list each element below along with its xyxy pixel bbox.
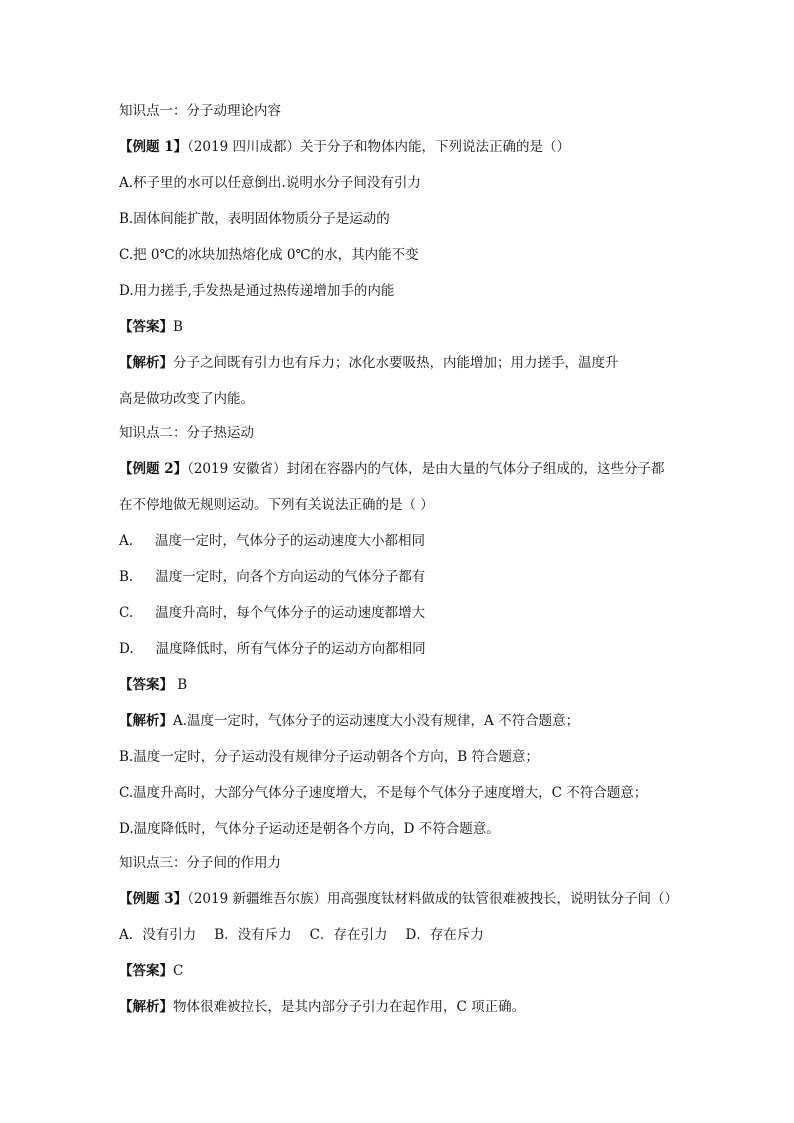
question-1-option-d: D.用力搓手,手发热是通过热传递增加手的内能 bbox=[119, 283, 395, 299]
answer-2-value: B bbox=[177, 677, 188, 693]
explanation-3-tag: 【解析】 bbox=[119, 999, 173, 1015]
question-3-text: （2019 新疆维吾尔族）用高强度钛材料做成的钛管很难被拽长，说明钛分子间（） bbox=[187, 891, 678, 907]
question-2-option-a bbox=[119, 532, 679, 550]
question-1-option-c: C.把 0℃的冰块加热熔化成 0℃的水，其内能不变 bbox=[119, 247, 419, 263]
question-2-option-d-text: 温度降低时，所有气体分子的运动方向都相同 bbox=[155, 641, 426, 657]
explanation-1-tag: 【解析】 bbox=[119, 355, 173, 371]
question-2-option-d bbox=[119, 640, 679, 658]
question-1-option-a: A.杯子里的水可以任意倒出.说明水分子间没有引力 bbox=[119, 175, 421, 191]
explanation-2-tag: 【解析】 bbox=[119, 713, 173, 729]
explanation-1-text-1: 分子之间既有引力也有斥力；冰化水要吸热，内能增加；用力搓手，温度升 bbox=[173, 355, 619, 371]
question-3-tag: 【例题 3】 bbox=[119, 891, 188, 907]
question-2-option-c-text: 温度升高时，每个气体分子的运动速度都增大 bbox=[155, 605, 426, 621]
answer-3-tag: 【答案】 bbox=[119, 963, 173, 979]
section-heading-2: 知识点二：分子热运动 bbox=[119, 425, 254, 441]
section-heading-1: 知识点一：分子动理论内容 bbox=[119, 103, 281, 119]
question-3 bbox=[119, 890, 679, 908]
question-3-option-b: B．没有斥力 bbox=[214, 927, 292, 943]
question-1-option-b: B.固体间能扩散，表明固体物质分子是运动的 bbox=[119, 211, 390, 227]
question-1-tag: 【例题 1】 bbox=[119, 139, 188, 155]
question-2-line-1 bbox=[119, 460, 679, 478]
question-2-option-b bbox=[119, 568, 679, 586]
explanation-3-text-1: 物体很难被拉长，是其内部分子引力在起作用，C 项正确。 bbox=[173, 999, 526, 1015]
explanation-1-line-2: 高是做功改变了内能。 bbox=[119, 391, 254, 407]
answer-2 bbox=[119, 676, 679, 694]
answer-1-tag: 【答案】 bbox=[119, 319, 173, 335]
answer-3-value: C bbox=[173, 963, 184, 979]
question-2-line-2: 在不停地做无规则运动。下列有关说法正确的是（ ） bbox=[119, 497, 434, 513]
answer-1 bbox=[119, 318, 679, 336]
question-2-text-1: （2019 安徽省）封闭在容器内的气体，是由大量的气体分子组成的，这些分子都 bbox=[187, 461, 665, 477]
question-3-options bbox=[119, 926, 679, 944]
answer-1-value: B bbox=[173, 319, 183, 335]
question-3-option-a: A．没有引力 bbox=[119, 927, 197, 943]
question-2-option-b-text: 温度一定时，向各个方向运动的气体分子都有 bbox=[155, 569, 426, 585]
question-2-option-b-label: B. bbox=[119, 569, 134, 585]
answer-2-tag: 【答案】 bbox=[119, 677, 173, 693]
explanation-2-line-3: C.温度升高时，大部分气体分子速度增大，不是每个气体分子速度增大，C 不符合题意； bbox=[119, 785, 648, 801]
question-2-option-c bbox=[119, 604, 679, 622]
explanation-2-line-4: D.温度降低时，气体分子运动还是朝各个方向，D 不符合题意。 bbox=[119, 821, 500, 837]
section-heading-3: 知识点三：分子间的作用力 bbox=[119, 855, 281, 871]
explanation-2-text-1: A.温度一定时，气体分子的运动速度大小没有规律，A 不符合题意； bbox=[173, 713, 580, 729]
explanation-2-line-1 bbox=[119, 712, 679, 730]
question-1 bbox=[119, 138, 679, 156]
question-2-tag: 【例题 2】 bbox=[119, 461, 188, 477]
explanation-2-line-2: B.温度一定时，分子运动没有规律分子运动朝各个方向，B 符合题意； bbox=[119, 749, 539, 765]
question-1-text: （2019 四川成都）关于分子和物体内能，下列说法正确的是（） bbox=[187, 139, 570, 155]
question-3-option-c: C．存在引力 bbox=[309, 927, 388, 943]
question-2-option-a-label: A. bbox=[119, 533, 134, 549]
explanation-3-line-1 bbox=[119, 998, 679, 1016]
question-2-option-d-label: D. bbox=[119, 641, 134, 657]
document-body bbox=[119, 102, 679, 1016]
question-3-option-d: D．存在斥力 bbox=[405, 927, 484, 943]
explanation-1-line-1 bbox=[119, 354, 679, 372]
question-2-option-c-label: C. bbox=[119, 605, 134, 621]
question-2-option-a-text: 温度一定时，气体分子的运动速度大小都相同 bbox=[155, 533, 426, 549]
answer-3 bbox=[119, 962, 679, 980]
